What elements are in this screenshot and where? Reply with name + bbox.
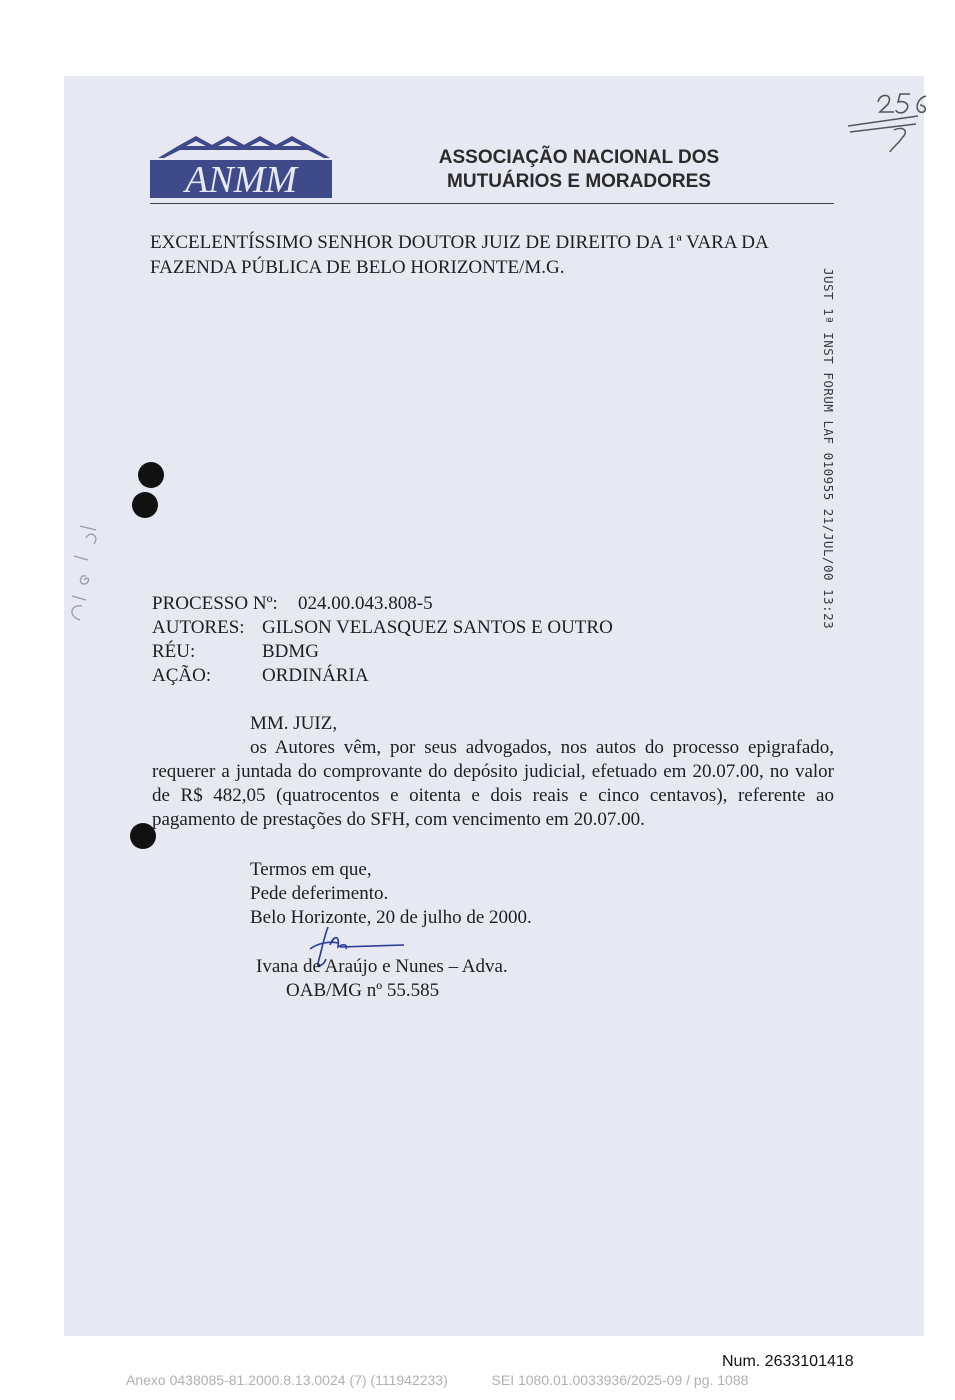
- document-number: Num. 2633101418: [722, 1353, 854, 1370]
- punch-hole-2: [132, 492, 158, 518]
- signer-block: [256, 955, 508, 1003]
- closing-line-2: Pede deferimento.: [250, 883, 389, 904]
- closing-line-3: Belo Horizonte, 20 de julho de 2000.: [250, 907, 532, 928]
- acao-value: ORDINÁRIA: [262, 665, 369, 686]
- processo-value: 024.00.043.808-5: [298, 593, 433, 614]
- punch-hole-1: [138, 462, 164, 488]
- reu-value: BDMG: [262, 641, 320, 662]
- letterhead-rule: [150, 203, 834, 204]
- petition-paragraph: os Autores vêm, por seus advogados, nos autos do processo epigrafado, requerer a juntada do comprovante do depósito judicial, efetuado em 20.07.00, no valor de R$ 482,05 (quatrocentos e oitenta e dois reais e cinco centavos), referente ao pagamento de prestações do SFH, com vencimento em 20.07.00.: [152, 737, 834, 830]
- addressee-line-2: FAZENDA PÚBLICA DE BELO HORIZONTE/M.G.: [150, 257, 565, 278]
- reu-label: RÉU:: [152, 641, 196, 662]
- signer-name: Ivana de Araújo e Nunes – Adva.: [256, 956, 508, 977]
- addressee-line-1: EXCELENTÍSSIMO SENHOR DOUTOR JUIZ DE DIREITO DA 1ª VARA DA: [150, 232, 769, 253]
- org-line-2: MUTUÁRIOS E MORADORES: [447, 171, 711, 192]
- signer-oab: OAB/MG nº 55.585: [286, 980, 440, 1001]
- addressee: [150, 230, 769, 280]
- footer: [126, 1372, 748, 1388]
- court-protocol-stamp: [821, 268, 860, 630]
- autores-label: AUTORES:: [152, 617, 245, 638]
- org-line-1: ASSOCIAÇÃO NACIONAL DOS: [438, 147, 720, 168]
- anmm-logo: [148, 132, 334, 200]
- closing: [250, 858, 532, 930]
- organization-name: [424, 146, 734, 194]
- stamp-text: JUST 1ª INST FORUM LAF 010955 21/JUL/00 13:23: [821, 268, 836, 630]
- salutation: MM. JUIZ,: [250, 713, 338, 734]
- footer-sei: SEI 1080.01.0033936/2025-09 / pg. 1088: [491, 1372, 749, 1388]
- handwritten-folio-number: [840, 86, 930, 156]
- autores-value: GILSON VELASQUEZ SANTOS E OUTRO: [262, 617, 613, 638]
- closing-line-1: Termos em que,: [250, 859, 372, 880]
- footer-anexo: Anexo 0438085-81.2000.8.13.0024 (7) (111942233): [126, 1372, 448, 1388]
- petition-body: [152, 712, 834, 832]
- handwritten-side-note: [60, 520, 120, 630]
- logo-text: ANMM: [185, 159, 297, 200]
- acao-label: AÇÃO:: [152, 665, 212, 686]
- processo-label: PROCESSO Nº:: [152, 593, 278, 614]
